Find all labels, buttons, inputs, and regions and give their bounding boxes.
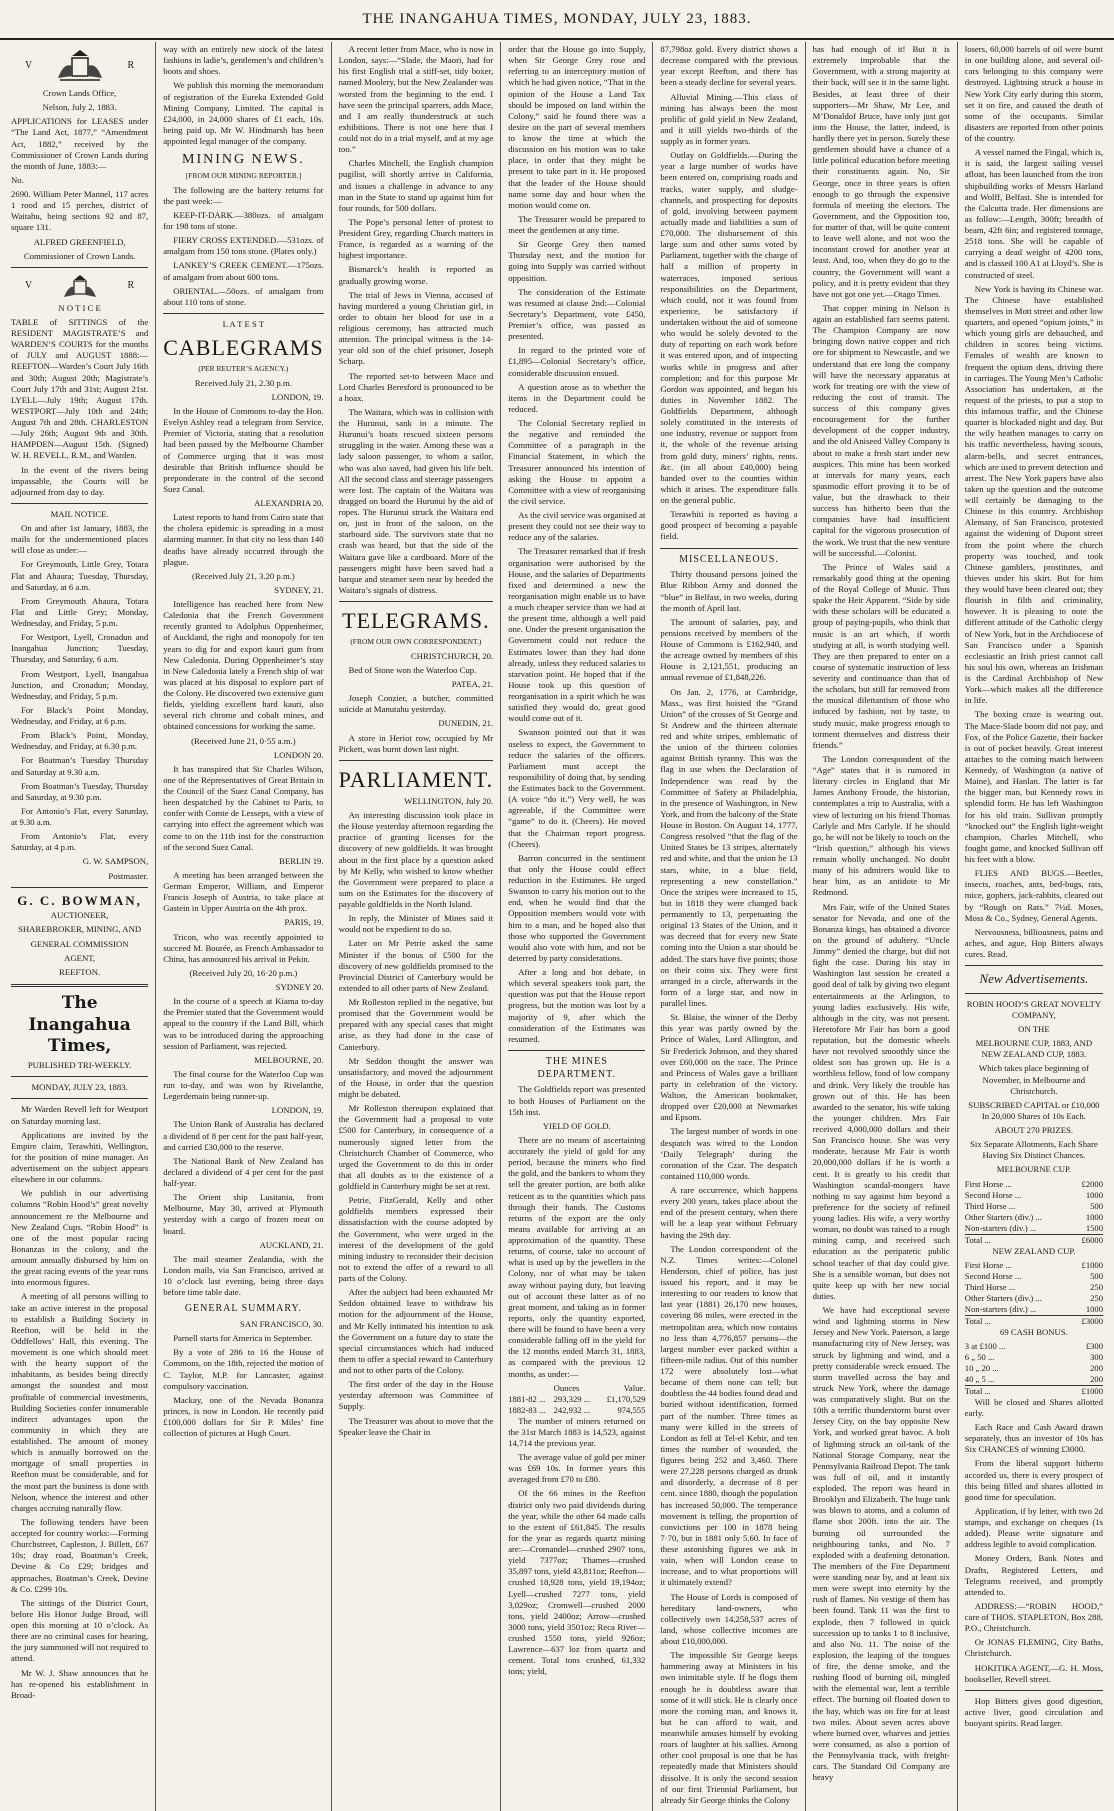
tel-p1: CHRISTCHURCH, 20. <box>410 650 494 661</box>
table-cell: Total ... <box>965 1385 1055 1397</box>
table-row <box>965 1179 1103 1190</box>
table-cell: Non-starters (div.) ... <box>964 1303 1037 1314</box>
tel-p6: A store in Heriot row, occupied by Mr Pickett, was burnt down last night. <box>338 732 494 754</box>
divider <box>965 993 1103 994</box>
divider <box>11 887 148 888</box>
column-3 <box>332 42 502 1811</box>
table-cell: 293,329 ... <box>553 1393 591 1404</box>
divider <box>11 1076 148 1077</box>
table-cell: £300 <box>1085 1340 1103 1351</box>
rh-p9: From the liberal support hitherto accorded us, there is every prospect of this being filled and shares allotted in good time for speculation. <box>964 1458 1103 1502</box>
table-cell: £3000 <box>1073 1315 1103 1327</box>
parl-p11: The Treasurer was about to move that the Speaker leave the Chair in <box>338 1415 494 1437</box>
editorial-p4: A meeting of all persons willing to take an active interest in the proposal to establish a Building Society in Reefton, will be held in the Oddfellows’ Hall, this evening. The movement is one which should meet with the hearty support of the inhabitants, as besides being directly amongst the soundest and most profitable of commercial investments, Building Societies confer innumerable indirect advantages upon the community in which they are established. The amount of money which is annually borrowed on the mortgage of small properties in Reefton must be considerable, and for the most part the business is done with Nelson, whence the interest and other charges accruing naturally flow. <box>11 1291 149 1513</box>
c7-p4: The boxing craze is wearing out. The Mace-Slade boom did not pay, and Fox, of the Police Gazette, their backer is out of pocket heavily. Great interest attaches to the coming match between Kennedy, of Washington (a native of Maine), and Hanlan. The latter is far the bigger man, but Kennedy rows in splendid form. He has left Washington for his old train. Sullivan promptly “knocked out” the English light-weight champion, Charles Mitchell, who fought game, and knocked Sullivan off his feet with a blow. <box>964 709 1103 864</box>
c7-p5: FLIES AND BUGS.—Beetles, insects, roaches, ants, bed-bugs, rats, mice, gophers, jack-rabbits, cleared out by “Rough on Rats.” 7½d. Moses, Moss & Co., Sydney, General Agents. <box>964 868 1103 923</box>
cable-p11: It has transpired that Sir Charles Wilson, one of the Representatives of Great Britain in the Council of the Suez Canal Company, has been despatched by the Cabinet to Paris, to confer with Comte de Lesseps, with a view of carrying into effect the agreement which was come to on the 11th inst for the construction of the second Suez Canal. <box>163 763 324 852</box>
table-cell: 300 <box>1090 1351 1103 1362</box>
table-cell: 10 „ 20 ... <box>964 1362 999 1373</box>
cable-p18: In the course of a speech at Kiama to-day the Premier stated that the Government would appeal to the country if the Land Bill, which was to be introduced during the approaching session of Parliament, was rejected. <box>163 996 324 1051</box>
yield-title: YIELD OF GOLD. <box>542 1120 611 1131</box>
misc-p6: A rare occurrence, which happens every 200 years, takes place about the end of the present century, when there will be a leap year without February having the 29th day. <box>660 1185 798 1240</box>
mail-p8: For Boatman’s Tuesday Thursday and Saturday at 9.30 a.m. <box>11 755 149 777</box>
robin-hood-allotments: Six Separate Allotments, Each Share Having Six Distinct Chances. <box>970 1139 1098 1161</box>
cash-bonus-heading: 69 CASH BONUS. <box>999 1326 1068 1337</box>
mail-p3: From Greymouth Ahaura, Totara Flat and Little Grey; Monday, Wednesday, and Friday, 5 p.m. <box>11 595 149 628</box>
table-cell: Third Horse ... <box>964 1200 1016 1211</box>
table-row <box>965 1363 1103 1374</box>
latest-label: L A T E S T <box>222 318 265 329</box>
mail-p2: For Greymouth, Little Grey, Totara Flat and Ahaura; Tuesday, Thursday, and Saturday, at 6 a.m. <box>11 559 149 592</box>
table-cell: £1,170,529 <box>606 1393 646 1404</box>
table-cell: 242,932 ... <box>553 1404 591 1415</box>
mines-p4: The average value of gold per miner was £69 10s. In former years this averaged from £70 to £80. <box>508 1452 646 1485</box>
mines-p5: Of the 66 mines in the Reefton district only two paid dividends during the year, while the other 64 made calls to the extent of £61,845. The results for the year as regards quartz mining are:—Cromandel—crushed 2907 tons, yield 7377oz; Thames—crushed 35,897 tons, yield 43,811oz; Reefton—crushed 18,928 tons, yield 19,194oz; Lyell—crushed 7277 tons, yield 3,029oz; Cromwell—crushed 2000 tons, yield 2400oz; Arrow—crushed 3000 tons, yield 3501oz; Reca River—crushed 1550 tons, yield 926oz; Lawrence—637 loz from quartz and cement. Total tons crushed, 61,332 tons; yield, <box>508 1488 646 1677</box>
cable-p1: Received July 21, 2.30 p.m. <box>194 377 292 388</box>
c3-p7: The Waitara, which was in collision with the Hurunui, sank in a minute. The Hurunui’s boats rescued sixteen persons struggling in the water. Among these was a lady saloon passenger, to whom a sailor, who was also saved, had given his life belt. All the second class and steerage passengers were lost. The captain of the Waitara was dragged on board the Hurunui by the aid of ropes. The Hurunui struck the Waitara end on, just in front of the saloon, on the starboard side. The survivors state that no crash was heard, but that the side of the Waitara gave like a cardboard. More of the passengers might have been saved had a barque and steamer seen near by heeded the Waitara’s signals of distress. <box>338 406 494 595</box>
mail-signature: G. W. SAMPSON, <box>82 856 149 867</box>
divider <box>11 267 148 268</box>
lands-no: No. <box>11 174 24 185</box>
c3-p6: The reported set-to between Mace and Lord Charles Beresford is pronounced to be a hoax. <box>338 370 494 403</box>
nz-cup-heading: NEW ZEALAND CUP. <box>992 1245 1076 1256</box>
rh-p10: Application, if by letter, with two 2d stamps, and exchange on cheques (1s added). Please write signature and address legible to avoid complication. <box>964 1505 1103 1550</box>
lands-signature: ALFRED GREENFIELD, <box>33 236 126 247</box>
c5-p4: Terawhiti is reported as having a good prospect of becoming a payable field. <box>660 509 798 542</box>
c4-p11: Barron concurred in the sentiment that only the House could effect reduction in the Estimates. He urged Swanson to carry his motion out to the end, when he would find that the Opposition members would vote with him to a man, and he hoped also that those who supported the Government would also vote with him, and not be deterred by party considerations. <box>508 852 646 963</box>
tel-p5: DUNEDIN, 21. <box>438 718 494 729</box>
parl-p3: In reply, the Minister of Mines said it would not be expedient to do so. <box>338 913 494 935</box>
column-2 <box>156 42 331 1811</box>
divider <box>339 601 494 602</box>
table-cell: £1000 <box>1081 1259 1103 1270</box>
mail-signature-title: Postmaster. <box>108 870 149 881</box>
mines-p2: There are no means of ascertaining accurately the yield of gold for any period, because the miners who find the gold, and the bankers to whom they sell the greater portion, are both alike reticent as to the quantities which pass through their hands. The Customs returns of the export are the only means available for arriving at an approximation of the quantity. These returns, of course, take no account of what is used up by the jewellers in the Colony, nor of what may be taken away without paying duty, but leaving out of account these latter as of no great moment, and taking as in former reports, only the quantity exported, there will be found to have been a very considerable falling off in the yield for the 12 months ended March 31, 1883, as compared with the previous 12 months, as under:— <box>508 1134 646 1379</box>
parliament-title: PARLIAMENT. <box>338 766 494 792</box>
crown-crest-2 <box>11 273 148 301</box>
summary-p2: Parnell starts for America in September. <box>173 1333 313 1344</box>
c2-p2: We publish this morning the memorandum of registration of the Eureka Extended Gold Mining Company, Limited. The capital is £24,000, in 24,000 shares of £1 each, 10s. being paid up. Mr W. Hindmarsh has been appointed legal manager of the company. <box>163 80 324 146</box>
parl-p8: Petrie, FitzGerald, Kelly and other goldfields members expressed their dissatisfaction with the course adopted by the Government, who were urged in the interest of the development of the gold mining industry to reconsider their decision not to extend the offer of a reward to all parts of the Colony. <box>338 1195 494 1284</box>
bowman-line-1: AUCTIONEER, <box>50 910 109 921</box>
table-row <box>965 1223 1103 1235</box>
misc-p3: On Jan. 2, 1776, at Cambridge, Mass., was first hoisted the “Grand Union” of the crosses of St George and St Andrew and the thirteen alternate red and white stripes, emblematic of the union of the thirteen colonies against British tyranny. This was the flag in use when the Declaration of Independence was read by the Committee of Safety at Philadelphia, in the presence of Washington, in New York, and from the balcony of the State House in Boston. On August 14, 1777, Congress resolved “that the flag of the United States be 13 stripes, alternately red and white, and that the union be 13 stars, white, in a blue field, representing a new constellation.” Once the stripes were increased to 15, but in 1818 they were changed back permanently to 13, perpetuating the original 13 States of the Union, and it was decreed that for every new State coming into the Union a star should be added. The stars have five points; those on their coins six. They were first arranged in a circle, afterwards in the form of a large star, and now in parallel lines. <box>660 686 798 1009</box>
c4-p4: The consideration of the Estimate was resumed at clause 2nd:—Colonial Secretary’s Department, vote £450, Premier’s office, was passed as presented. <box>508 286 646 342</box>
editorial-p7: Mr W. J. Shaw announces that he has re-opened his establishment in Broad- <box>11 1667 149 1700</box>
mail-p9: From Boatman’s Tuesday, Thursday and Saturday, at 9.30 p.m. <box>11 780 149 802</box>
divider <box>965 1690 1103 1691</box>
rh-p11: Money Orders, Bank Notes and Drafts, Registered Letters, and Telegrams received, and promptly attended to. <box>964 1553 1103 1597</box>
rh-p13: Or JONAS FLEMING, City Baths, Christchurch. <box>964 1637 1103 1659</box>
yield-table <box>508 1383 645 1416</box>
lands-office: Crown Lands Office, <box>42 88 117 98</box>
cable-p9: (Received June 21, 0·55 a.m.) <box>191 735 296 746</box>
lands-signature-title: Commissioner of Crown Lands. <box>23 250 136 261</box>
c4-p10: Swanson pointed out that it was useless to expect, the Government to reduce the salaries of the officers. Parliament must accept the responsibility of doing that, by sending the Estimates back to the Government. (A voice “do it.”) Very well, he was agreeable, if the Committee were “game” to do it. (Cheers). He moved that the Chairman report progress. (Cheers). <box>508 727 646 849</box>
cable-p16: (Received July 20, 16·20 p.m.) <box>189 967 298 978</box>
table-row <box>965 1341 1103 1352</box>
rh-p15: Hop Bitters gives good digestion, active liver, good circulation and buoyant spirits. Read larger. <box>964 1695 1103 1728</box>
paper-date: MONDAY, JULY 23, 1883. <box>31 1082 128 1093</box>
crown-crest-1 <box>11 46 148 86</box>
melbourne-cup-table <box>965 1179 1103 1246</box>
table-cell: Other Starters (div.) ... <box>964 1292 1042 1303</box>
c4-p6: A question arose as to whether the items in the Department could be reduced. <box>508 381 646 414</box>
mail-p1: On and after 1st January, 1883, the mails for the undermentioned places will close as under:— <box>11 523 149 556</box>
c6-p5: Mrs Fair, wife of the United States senator for Nevada, and one of the Bonanza kings, has obtained a divorce on the ground of adultery. “Uncle Jimmy” denied the charge, but did not fight the case. During his stay in Washington last session he created a good deal of talk by giving two elegant entertainments at the Arlington, to young ladies exclusively. His wife, although in the city, was not present. Heretofore Mr Fair has born a good reputation, but the domestic wheels have not revolved smoothly since the oldest son has grown up. He is a worthless fellow, fond of low company and drink. Very likely the trouble has grown out of this. He has been awarded to the senator, his wife taking the younger children. Mrs Fair received 4,000,000 dollars and their San Francisco house. She was very moderate, because Mr Fair is worth 20,000,000 dollars if he is worth a cent. It is greatly to his credit that Washington scandal-mongers have nothing to say against him beyond a preference for the society of refined young ladies. His wife, a very worthy woman, no doubt was raised to a rough mining camp, and received such education as the peripatetic public school teacher of that day could give. She is a sensible woman, but does not quite keep up with her new social duties. <box>812 901 950 1301</box>
table-row <box>508 1405 645 1416</box>
bowman-line-3: GENERAL COMMISSION <box>30 938 129 949</box>
table-cell: £2000 <box>1081 1178 1103 1189</box>
divider <box>11 1098 148 1099</box>
coat-of-arms-icon <box>50 46 110 86</box>
mail-p10: For Antonio’s Flat, every Saturday, at 9.30 a.m. <box>11 805 149 827</box>
c3-p3: The Pope’s personal letter of protest to President Grey, regarding Church matters in France, is regarded as a warning of the highest importance. <box>338 216 494 261</box>
mines-p1: The Goldfields report was presented to both Houses of Parliament on the 15th inst. <box>508 1084 646 1117</box>
divider <box>11 503 148 504</box>
cablegrams-sub: (PER REUTER’S AGENCY.) <box>198 364 289 374</box>
table-cell: 40 „ 5 ... <box>964 1373 995 1384</box>
notice-text: TABLE of SITTINGS of the RESIDENT MAGISTRATE’S and WARDEN’S COURTS for the months of JULY and AUGUST 1888:— REEFTON—Warden’s Court July 16th and 30th; August 20th; Magistrate’s Court July 17th and 31st; August 21st. LYELL—July 19th; August 17th. WESTPORT—July 10th and 24th; August 7th and 28th. CHARLESTON—July 26th; August 9th and 30th. HAMPDEN—August 15th. (Signed) W. H. REVELL, R.M., and Warden. <box>11 316 149 461</box>
table-cell: 200 <box>1090 1362 1103 1373</box>
c2-p1: way with an entirely new stock of the latest fashions in ladie’s, gentlemen’s and children’s boots and shoes. <box>163 44 324 77</box>
bowman-line-5: REEFTON. <box>59 966 101 977</box>
cable-p3: In the House of Commons to-day the Hon. Evelyn Ashley read a telegram from Service, Premier of Victoria, stating that a resolution had been passed by the Melbourne Chamber of Commerce urging that it was most desirable that British influence should be preponderate in the control of the second Suez Canal. <box>163 406 324 494</box>
cable-p24: The Orient ship Lusitania, from Melbourne, May 30, arrived at Plymouth yesterday with a cargo of frozen meat on board. <box>163 1192 324 1236</box>
table-row <box>965 1234 1103 1246</box>
table-row <box>965 1271 1103 1282</box>
new-advertisements-title: New Advertisements. <box>979 971 1089 987</box>
cable-p26: The mail steamer Zealandia, with the London mails, via San Francisco, arrived at 10 o’clock last evening, being three days before time table date. <box>163 1253 324 1298</box>
crest-letter-v: V <box>25 59 33 71</box>
parl-p1: WELLINGTON, July 20. <box>404 795 494 806</box>
column-4 <box>501 42 653 1811</box>
table-header: Value. <box>623 1382 646 1393</box>
lands-entry: 2690. William Peter Mannel, 117 acres 1 rood and 15 perches, district of Waitahu, being sections 92 and 87, square 131. <box>11 189 149 233</box>
summary-p4: Mackay, one of the Nevada Bonanza princes, is now in London. He recently paid £100,000 dollars for Sir P. Miles’ fine collection of pictures at Hugh Court. <box>163 1394 324 1439</box>
table-header: Ounces <box>553 1382 580 1393</box>
robin-hood-cups: MELBOURNE CUP, 1883, AND NEW ZEALAND CUP, 1883. <box>975 1038 1093 1060</box>
columns <box>4 42 1110 1805</box>
coat-of-arms-icon <box>60 273 100 301</box>
c4-p5: In regard to the printed vote of £1,895—Colonial Secretary’s office, considerable discussion ensued. <box>508 345 646 378</box>
paper-name: The Inangahua Times, <box>28 992 131 1057</box>
table-row <box>508 1383 645 1394</box>
crest-letter-r: R <box>127 59 135 71</box>
cable-p20: The final course for the Waterloo Cup was run to-day, and was won by Rivelanthe, Legerdemain being runner-up. <box>163 1068 324 1102</box>
c3-p1: A recent letter from Mace, who is now in London, says:—“Slade, the Maori, had for his first English trial a stiff-set, tidy boxer, named Moolery, but the New Zealander was worsted from the beginning to the end. I have seen the principal sparrers, adds Mace, and I am really thunderstruck at such exhibitions. There is not one here that I could not do in a trial myself, and at my age too.” <box>338 44 494 155</box>
misc-p4: St. Blaise, the winner of the Derby this year was partly owned by the Prince of Wales, Lord Allington, and Sir Frederick Johnson, and they shared over £60,000 on the race. The Prince and Princess of Wales gave a brilliant party in celebration of the victory. Walton, the American bookmaker, dropped over £20,000 at Newmarket and Epsom. <box>660 1012 798 1123</box>
mining-p4: LANKEY’S CREEK CEMENT.—175ozs. of amalgam from about 600 tons. <box>163 260 324 282</box>
divider <box>339 760 494 761</box>
table-row <box>965 1201 1103 1212</box>
misc-p5: The largest number of words in one despatch was wired to the London ‘Daily Telegraph’ during the coronation of the Czar. The despatch contained 110,000 words. <box>660 1126 798 1181</box>
c7-p6: Nervousness, billiousness, pains and aches, and ague, Hop Bitters always cures. Read. <box>964 926 1103 959</box>
c5-p3: Outlay on Goldfields.—During the year a large number of works have been entered on, comprising roads and tracks, water supply, and sludge-channels, and prospecting for deposits of gold, involving between payment actually made and liabilities a sum of £70,000. The disbursement of this large sum and other sums voted by Parliament, together with the charge of half a million of property in waterraces, imposed serious responsibilities on the Department, which could, not it was found from experience, be satisfactory if undertaken without the aid of someone who would be solely devoted to the duty of reporting on each work before it was entered upon, and of inspecting works while in progress and after completion; and for this purpose Mr Gordon was appointed, and began his duties in November 1882. The Goldfields Department, although solely constituted in the interests of one industry, revenue or support from it, the whole of the revenue arising from gold duty, miners’ rights, rents. &c. (in all about £40,000) being handed over to the counties within which it arises. The expenditure falls on the general public. <box>660 150 798 505</box>
cable-p13: A meeting has been arranged between the German Emperor, William, and Emperor Francis Joseph of Austria, to take place at Gastein in Upper Austria on the 4th prox. <box>163 869 324 914</box>
rh-p12: ADDRESS:—“ROBIN HOOD,” care of THOS. STAPLETON, Box 288, P.O., Christchurch. <box>964 1600 1103 1634</box>
parl-p10: The first order of the day in the House yesterday afternoon was Committee of Supply. <box>338 1379 494 1412</box>
c4-p8: As the civil service was organised at present they could not see their way to reduce any of the salaries. <box>508 510 646 543</box>
mining-news-sub: [FROM OUR MINING REPORTER.] <box>185 171 302 181</box>
cable-p22: The Union Bank of Australia has declared a dividend of 8 per cent for the past half-year, and carried £30,000 to the reserve. <box>163 1119 324 1152</box>
mines-department-title: THE MINES DEPARTMENT. <box>537 1055 617 1080</box>
table-cell: Total ... <box>965 1315 1073 1327</box>
parl-p7: Mr Rolleston thereupon explained that the Government had a proposal to vote £500 for Canterbury, in consequence of a numerously signed letter from the Christchurch Chamber of Commerce, who urged the Government to do this in order that all doubts as to the existence of a goldfield in Canterbury might be set at rest. <box>338 1103 494 1192</box>
cable-p14: PARIS, 19. <box>284 917 324 928</box>
lands-text: APPLICATIONS for LEASES under “The Land Act, 1877,” “Amendment Act, 1882,” received by the Commissioner of Crown Lands during the month of June, 1883:— <box>11 116 149 171</box>
robin-hood-when: Which takes place beginning of November, in Melbourne and Christchurch. <box>978 1063 1089 1096</box>
mining-p2: KEEP-IT-DARK.—380ozs. of amalgam for 198 tons of stone. <box>163 209 324 231</box>
table-cell: 6 „ 50 ... <box>964 1351 995 1362</box>
rh-p7: Will be closed and Shares allotted early. <box>964 1396 1103 1418</box>
bowman-name: G. C. BOWMAN, <box>17 892 142 908</box>
divider <box>508 1050 645 1051</box>
c7-p1: losers, 60,000 barrels of oil were burnt in one building alone, and several oil-cars belonging to this company were destroyed. Lightning struck a house in New York City early during this storm, set it on fire, and caused the death of some of the occupants. Similar disasters are reported from other points of the country. <box>964 44 1103 143</box>
table-cell: 1000 <box>1085 1211 1103 1222</box>
cable-p7: SYDNEY, 21. <box>274 584 324 595</box>
table-row <box>965 1315 1103 1327</box>
c6-p6: We have had exceptional severe wind and lightning storms in New Jersey and New York. Paterson, a large manufacturing city of New Jersey, was struck by lightning and wind, and a pretty considerable wreck ensued. The storm travelled across the bay and struck New York, where the damage was comparatively slight. But on the 10th a terrific thunderstorm burst over Jersey City, on the bay opposite New York, and worked great havoc. A bolt of lightning struck an oil-tank of the National Storage Company, near the Pennsylvania Railroad Depot. The tank was full of oil, and it instantly exploded. The report was heard in Brooklyn and Elizabeth. The huge tank was blown to atoms, and a column of flame shot 200ft. into the air. The burning oil surrounded the neighbouring tanks, and No. 7 exploded with a deafening detonation. The members of the Fire Department were standing near by, and at least six men were swept into eternity by the rush of flames. No vestige of them has been found. Tank 11 was the first to explode, then 7 followed in quick succession up to tanks 1 to 8 inclusive, and also No. 11. The noise of the explosion, the leaping of the tongues of fire, the dense smoke, and the rushing flood of burning oil, mingled with the elemental war, lent a terrible effect. The burning oil floated down to the bay, which was on fire for at least two miles. About seven acres above where burned over, wharves and jetties were consumed, as also a portion of the Pennsylvania track, with freight-cars. The Standard Oil Company are heavy <box>812 1305 950 1783</box>
cash-bonus-table <box>965 1341 1103 1397</box>
bowman-line-4: AGENT, <box>64 952 96 963</box>
editorial-p6: The sittings of the District Court, before His Honor Judge Broad, will open this morning at 10 o’clock. As there are no criminal cases for hearing, the jury summoned will not required to attend. <box>11 1597 149 1664</box>
mining-news-title: MINING NEWS. <box>182 152 305 168</box>
table-row <box>965 1260 1103 1271</box>
mines-p3: The number of miners returned on the 31st March 1883 is 14,523, against 14,714 the previous year. <box>508 1415 646 1448</box>
table-cell: 1500 <box>1085 1222 1103 1233</box>
parl-p5: Mr Rolleston replied in the negative, but promised that the Government would be prepared with any special cases that might arise, as they had done in the case of Canterbury. <box>338 997 494 1052</box>
mail-p11: From Antonio’s Flat, every Saturday, at 4 p.m. <box>11 831 149 853</box>
robin-hood-prizes: ABOUT 270 PRIZES. <box>994 1125 1074 1135</box>
robin-hood-heading: ROBIN HOOD’S GREAT NOVELTY COMPANY, <box>966 998 1102 1020</box>
cable-p23: The National Bank of New Zealand has declared a dividend of 4 per cent for the past half-year. <box>163 1155 324 1188</box>
bowman-line-2: SHAREBROKER, MINING, AND <box>18 924 142 935</box>
nz-cup-table <box>965 1260 1103 1327</box>
table-cell: First Horse ... <box>964 1259 1012 1270</box>
general-summary-title: GENERAL SUMMARY. <box>184 1303 302 1315</box>
cablegrams-title: CABLEGRAMS <box>163 335 324 360</box>
table-row <box>508 1394 645 1405</box>
lands-date: Nelson, July 2, 1883. <box>42 102 117 113</box>
table-cell: 1000 <box>1085 1189 1103 1200</box>
rh-p8: Each Race and Cash Award drawn separately, thus an investor of 10s has Six CHANCES of winning £3000. <box>964 1422 1103 1455</box>
misc-p2: The amount of salaries, pay, and pensions received by members of the House of Commons is £162,940, and the acreage owned by members of this House is 2,121,551, producing an annual revenue of £1,848,226. <box>660 616 798 683</box>
c4-p1: order that the House go into Supply, when Sir George Grey rose and referring to an interceptory motion of which he had given notice, “That in the opinion of the House a Land Tax should be imposed on land within the Colony,” said he found there was a desire on the part of several members to know the time at which the discussion on his motion was to take place, in order that they might be present to take part in it. He proposed that the leader of the House should name some day and hour when the motion would come on. <box>508 44 646 210</box>
table-cell: 1000 <box>1085 1303 1103 1314</box>
c6-p3: The Prince of Wales said a remarkably good thing at the opening of the Royal College of Music. Thus spake the Heir Apparent. “Side by side with these scholars will be educated a group of paying-pupils, who think that music is an art which, if worth studying at all, is worth studying well. They are then prepared to enter on a course of systematic instruction of less severity and continuance than that of the scholars, but still far removed from the musical dilettantism of those who induced by fashion, not by taste, to study music, make progress enough to torment themselves and distress their friends.” <box>812 561 950 750</box>
editorial-p5: The following tenders have been accepted for country works:—Forming Churchstreet, Capleston, J. Billett, £67 10s; dray road, Boatman’s Creek, Devine & Co £29; bridges and approaches, Boatman’s Creek, Devine & Co. £299 10s. <box>11 1516 149 1594</box>
editorial-p1: Mr Warden Revell left for Westport on Saturday morning last. <box>11 1104 149 1126</box>
mail-p5: From Westport, Lyell, Inangahua Junction, and Cronadun; Monday, Wednesday, and Friday, 5 p.m. <box>11 668 149 701</box>
table-cell: 500 <box>1090 1270 1103 1281</box>
cable-p17: SYDNEY 20. <box>275 982 324 992</box>
misc-p8: The House of Lords is composed of hereditary land-owners, who collectively own 14,258,537 acres of land, whose collective incomes are about £10,000,000. <box>660 1591 798 1647</box>
divider <box>11 984 148 987</box>
column-6 <box>806 42 958 1811</box>
melbourne-cup-heading: MELBOURNE CUP. <box>996 1164 1072 1175</box>
c4-p7: The Colonial Secretary replied in the negative and reminded the Committee of a paragraph in the Financial Statement, in which the Treasurer announced his intention of asking the House to appoint a Committee with a view of reorganising the civil service. <box>508 418 646 506</box>
parl-p9: After the subject had been exhausted Mr Seddon obtained leave to withdraw his motion for the adjournment of the House, and Mr Kelly intimated his intention to ask the Government on a future day to state the special circumstances which had induced them to offer a special reward to Canterbury and not to other parts of the Colony. <box>338 1287 494 1376</box>
column-5 <box>653 42 805 1811</box>
editorial-p2: Applications are invited by the Empire claim, Terawhiti, Wellington, for the position of mine manager. An advertisement on the subject appears elsewhere in our columns. <box>11 1129 149 1185</box>
table-cell: £6000 <box>1073 1234 1103 1246</box>
mining-p3: FIERY CROSS EXTENDED.—531ozs. of amalgam from 150 tons stone. (Plates only.) <box>163 235 324 257</box>
c3-p4: Bismarck’s health is reported as gradually growing worse. <box>338 264 494 286</box>
c3-p5: The trial of Jews in Vienna, accused of having murdered a young Christian girl, in order to obtain her blood for use in a religious ceremony, has attracted much attention. The principal witness is the 14-year old son of the chief prisoner, Joseph Scharp. <box>338 289 494 367</box>
mail-title: MAIL NOTICE. <box>50 508 109 519</box>
miscellaneous-title: MISCELLANEOUS. <box>679 553 779 565</box>
table-cell: Non-starters (div.) ... <box>964 1222 1037 1233</box>
table-cell: First Horse ... <box>964 1178 1012 1189</box>
column-7 <box>958 42 1110 1811</box>
robin-hood-capital: SUBSCRIBED CAPITAL or £10,000 In 20,000 Shares of 10s Each. <box>968 1099 1100 1121</box>
table-cell: £1000 <box>1055 1385 1103 1397</box>
table-cell: 200 <box>1090 1373 1103 1384</box>
table-cell: 1882-83 ... <box>508 1404 546 1415</box>
mining-p5: ORIENTAL.—50ozs. of amalgam from about 110 tons of stone. <box>163 285 324 307</box>
tel-p4: Joseph Conzier, a butcher, committed suicide at Manutahu yesterday. <box>338 693 494 715</box>
tel-p2: Bed of Stone won the Waterloo Cup. <box>348 664 477 675</box>
table-row <box>965 1385 1103 1397</box>
c4-p12: After a long and hot debate, in which several speakers took part, the question was put that the House report progress, but the motion was lost by a majority of 9, after which the consideration of the Estimates was resumed. <box>508 967 646 1044</box>
cable-p8: Intelligence has reached here from New Caledonia that the French Government recently granted to Adolphus Oppenheimer, of Auckland, the right and monopoly for ten years to dig for and export kauri gum from New Caledonia. During Oppenheimer’s stay in New Caledonia lately a French ship of war was placed at his disposal to explore part of the Colony. He discovered two extensive gum fields, yielding excellent hard kauri, also several rich chrome and cobalt mines, and obtained concessions for working the same. <box>163 599 324 732</box>
table-row <box>965 1304 1103 1316</box>
divider <box>163 313 323 314</box>
robin-hood-on: ON THE <box>1018 1024 1050 1034</box>
cable-p5: Latest reports to hand from Cairo state that the cholera epidemic is spreading in a most alarming manner. In that city no less than 140 deaths have already occurred through the plague. <box>163 512 324 567</box>
c4-p2: The Treasurer would be prepared to meet the gentlemen at any time. <box>508 213 646 235</box>
mining-p1: The following are the battery returns for the past week:— <box>163 184 324 206</box>
table-cell: 1881-82 ... <box>508 1393 546 1404</box>
rh-p14: HOKITIKA AGENT,—G. H. Moss, bookseller, Revell street. <box>964 1662 1103 1684</box>
c6-p4: The London correspondent of the “Age” states that it is rumored in literary circles in England that Mr James Anthony Froude, the historian, contemplates a trip to Australia, with a view of lecturing on his friend Thomas Carlyle and Mrs Carlyle. If he should go, he will not be likely to touch on the “Irish question,” although his views remain wholly unchanged. No doubt many of his admirers would like to hear him, as an antidote to Mr Redmond. <box>812 753 950 898</box>
notice-title: N O T I C E <box>58 302 101 313</box>
mail-p6: For Black’s Point Monday, Wednesday, and Friday, at 6 p.m. <box>11 704 149 726</box>
table-row <box>965 1190 1103 1201</box>
table-cell: Other Starters (div.) ... <box>964 1211 1042 1222</box>
table-cell: Second Horse ... <box>964 1189 1022 1200</box>
misc-p1: Thirty thousand persons joined the Blue Ribbon Army and donned the “blue” in Belfast, in two weeks, during the month of April last. <box>660 569 798 613</box>
table-cell: 974,555 <box>617 1404 646 1415</box>
table-row <box>965 1352 1103 1363</box>
cable-p2: LONDON, 19. <box>271 391 324 402</box>
c6-p2: That copper mining in Nelson is again an established fact seems patent. The Champion Company are now bringing down native copper and rich ore for shipment to Newcastle, and we understand that ere long the company will have the necessary apparatus at work for treating ore with the view of reducing the cost of transit. The success of this company gives encouragement for the further development of the copper industry, and the old Aniseed Valley Company is about to make a fresh start under new auspices. This mine has been worked at intervals for many years, each spasmodic effort proving it to be of value, but the drawback to their success has hitherto been that the companies have had insufficient capital for the vigorous prosecution of the work. We trust that the new venture will be successful.—Colonist. <box>812 302 950 558</box>
table-cell: 250 <box>1090 1281 1103 1292</box>
table-cell: 500 <box>1090 1200 1103 1211</box>
c7-p2: A vessel named the Fingal, which is, it is said, the largest sailing vessel afloat, has been launched from the iron shipbuilding works of Messrs Harland and Wolff, Belfast. She is intended for the Calcutta trade. Her dimensions are as follow:—Length, 300ft; breadth of beam, 42ft 6in; and registered tonnage, 2518 tons. She will be capable of carrying a dead weight of 4200 tons, and is classed 100 A1 at Lloyd’s. She is constructed of steel. <box>964 147 1103 280</box>
table-cell: 250 <box>1090 1292 1103 1303</box>
parl-p4: Later on Mr Petrie asked the same Minister if the bonus of £500 for the discovery of new goldfields promised to the Provincial District of Canterbury would be extended to all other parts of New Zealand. <box>338 938 494 993</box>
table-cell: Total ... <box>965 1234 1073 1246</box>
c7-p3: New York is having its Chinese war. The Chinese have established themselves in Mott street and other low quarters, and opened “opium joints,” in which young girls are debauched, and children in scores being victims. Females of wealth are known to frequent the opium dens, driving there in carriages. The Young Men’s Catholic Association has undertaken, at the request of the priests, to put a stop to this infamous traffic, and the Chinese quarter is blockaded night and day. But the wily heathen manages to carry on his traffic nevertheless, having scouts, alarm-bells, and secret entrances, which are used to prevent detection and arrest. The New York papers have also taken up the question and the outcome will certainly be damaging to the Chinese in this country. Archbishop Alemany, of San Francisco, protested against the widening of Dupont street from the point where the church property was touched, and took Chinese gamblers, prostitutes, and thieves under his skirt. But for him they would have been cleared out; they flourish in filth and criminality, however. It is pleasing to note the different attitude of the Catholic clergy of New York, but in the Archdiocese of San Francisco under a Spanish ecclesiastic an Irish priest cannot call his soul his own, whereas an Irishman is the Cardinal Archbishop of New York—which makes all the difference in life. <box>964 283 1103 706</box>
cable-p6: (Received July 21, 3.20 p.m.) <box>191 570 295 581</box>
c5-p1: 87,798oz gold. Every district shows a decrease compared with the previous year except Reefton, and there has been a steady decline for several years. <box>660 44 798 88</box>
notice-text-2: In the event of the rivers being impassable, the Courts will be adjourned from day to day. <box>11 464 149 497</box>
cable-p19: MELBOURNE, 20. <box>254 1054 324 1065</box>
table-cell: Second Horse ... <box>964 1270 1022 1281</box>
cable-p21: LONDON, 19. <box>271 1105 324 1116</box>
telegrams-title: TELEGRAMS. <box>342 608 490 633</box>
mail-p4: For Westport, Lyell, Cronadun and Inangahua Junction; Tuesday, Thursday, and Saturday, 6 a.m. <box>11 632 149 665</box>
column-1 <box>4 42 156 1811</box>
c6-p1: has had enough of it! But it is extremely improbable that the Government, with a strong majority at their back, will see it in the same light. Besides, at least three of their supporters—Mr Shaw, Mr Lee, and M’Donaldof Bruce, have only just got into the House, the latter, indeed, is hardly there yet in person. Surely these gentlemen should have a chance of a little political education before meeting their constituents again. No, Sir George, once in three years is often enough to go through the expensive formula of meeting the electors. The Government, and the Opposition too, for matter of that, will be quite content to leave well alone, and not woo the inconstant crowd for another year at least. And, too, when they do go to the country, the Government will want a policy, and it is pretty evident that they have not got one yet.—Otago Times. <box>812 44 950 299</box>
table-row <box>965 1374 1103 1386</box>
divider <box>660 548 797 549</box>
paper-sub: PUBLISHED TRI-WEEKLY. <box>27 1060 132 1071</box>
cable-p10: LONDON 20. <box>273 749 324 760</box>
misc-p9: The impossible Sir George keeps hammering away at Ministers in his own inimitable style. If he flogs them enough he is doubtless aware that some of it will stick. He is clearly once more the coming man, and knows it, but he can afford to wait, and meanwhile amuses himself by evoking roars of laughter at his sallies. Among other cool proposal is one that he has repeatedly made that Ministers should dissolve. It is only the second session of our first Triennial Parliament, but already Sir George thinks the Colony <box>660 1650 798 1805</box>
cable-p25: AUCKLAND, 21. <box>259 1239 324 1250</box>
table-row <box>965 1282 1103 1293</box>
c5-p2: Alluvial Mining.—This class of mining has always been the most prolific of gold yield in New Zealand, and it still yields two-thirds of the supply as in former years. <box>660 91 798 146</box>
divider <box>965 965 1103 966</box>
parl-p2: An interesting discussion took place in the House yesterday afternoon regarding the practice of granting licenses for the discovery of new goldfields. It was brought about in the first place by a question asked by Mr Kelly, who wished to know whether the Government were prepared to place a sum on the Estimates for the discovery of payable goldfields in the North Island. <box>338 810 494 910</box>
tel-p3: PATEA, 21. <box>451 679 494 689</box>
cable-p12: BERLIN 19. <box>279 855 324 866</box>
cable-p4: ALEXANDRIA 20. <box>254 498 324 508</box>
table-row <box>965 1293 1103 1304</box>
summary-p3: By a vote of 286 to 16 the House of Commons, on the 18th, rejected the motion of C. Taylor, M.P. for Lancaster, against compulsory vaccination. <box>163 1347 324 1391</box>
table-cell: Third Horse ... <box>964 1281 1016 1292</box>
summary-p1: SAN FRANCISCO, 30. <box>240 1319 324 1330</box>
parl-p6: Mr Seddon thought the answer was unsatisfactory, and moved the adjournment of the House, in order that the question might be debated. <box>338 1055 494 1100</box>
table-cell: 3 at £100 ... <box>964 1340 1006 1351</box>
cable-p15: Tricon, who was recently appointed to succeed M. Bourée, as French Ambassador to China, has announced his arrival in Pekin. <box>163 931 324 964</box>
crest-letter-r: R <box>127 280 135 292</box>
mail-p7: From Black’s Point, Monday, Wednesday, and Friday, at 6.30 p.m. <box>11 730 149 752</box>
table-row <box>965 1212 1103 1223</box>
crest-letter-v: V <box>25 280 33 292</box>
telegrams-sub: (FROM OUR OWN CORRESPONDENT.) <box>350 637 482 647</box>
c4-p9: The Treasurer remarked that if fresh organisation were authorised by the House, and the salaries of Departments fixed and determined a new the reorganisation might enable us to have a much cheaper service than we had at the present time, although a well paid one. Under the present organisation the Government could not reduce the Estimates lower than they had done already, unless they reduced salaries to starvation point. He hoped that if the House took up this question of reorganisation in a spirit which he was satisfied they would do, great good would come out of it. <box>508 546 646 724</box>
c3-p2: Charles Mitchell, the English champion pugilist, will shortly arrive in California, and issues a challenge in advance to any man in the State to stand up against him for four rounds, for 500 dollars. <box>338 158 494 213</box>
editorial-p3: We publish in our advertising columns “Robin Hood’s” great novelty announcement re the Melbourne and New Zealand Cups. “Robin Hood” is one of the most popular racing Bonanzas in the colony, and the amount annually disbursed by him on the great racing events of the year runs into enormous figures. <box>11 1188 149 1288</box>
masthead: THE INANGAHUA TIMES, MONDAY, JULY 23, 1883. <box>0 0 1114 40</box>
misc-p7: The London correspondent of the N.Z. Times writes:—Colonel Henderson, chief of police, has just issued his report, and it may be interesting to our readers to know that last year (1881) 26,170 new houses, covering 86 miles, were erected in the metropolitan area, which now contains no less than 4,776,857 persons—the largest number ever packed within a fifteen-mile radius. Out of this number 172 were absolutely lost—what became of them none can tell; but doubtless the 44 bodies found dead and buried without identification, formed part of the number. Three times as many were killed in the streets of London as fell at Tel-el Kebir, and ten times the number of wounded, the figures being 252 and 3,460. There were 27,228 persons charged as drunk and disorderly, a decrease of 8 per cent. since 1880, though the population has increased 50,000. The temperance movement is telling, the proportion of convictions per 100 in 1878 being 7·70, but in 1881 only 5.60. In face of these astonishing figures we ask in vain, when will London cease to increase, and to what proportions will it ultimately extend? <box>660 1243 798 1588</box>
c4-p3: Sir George Grey then named Thursday next, and the motion for going into Supply was carried without opposition. <box>508 239 646 283</box>
